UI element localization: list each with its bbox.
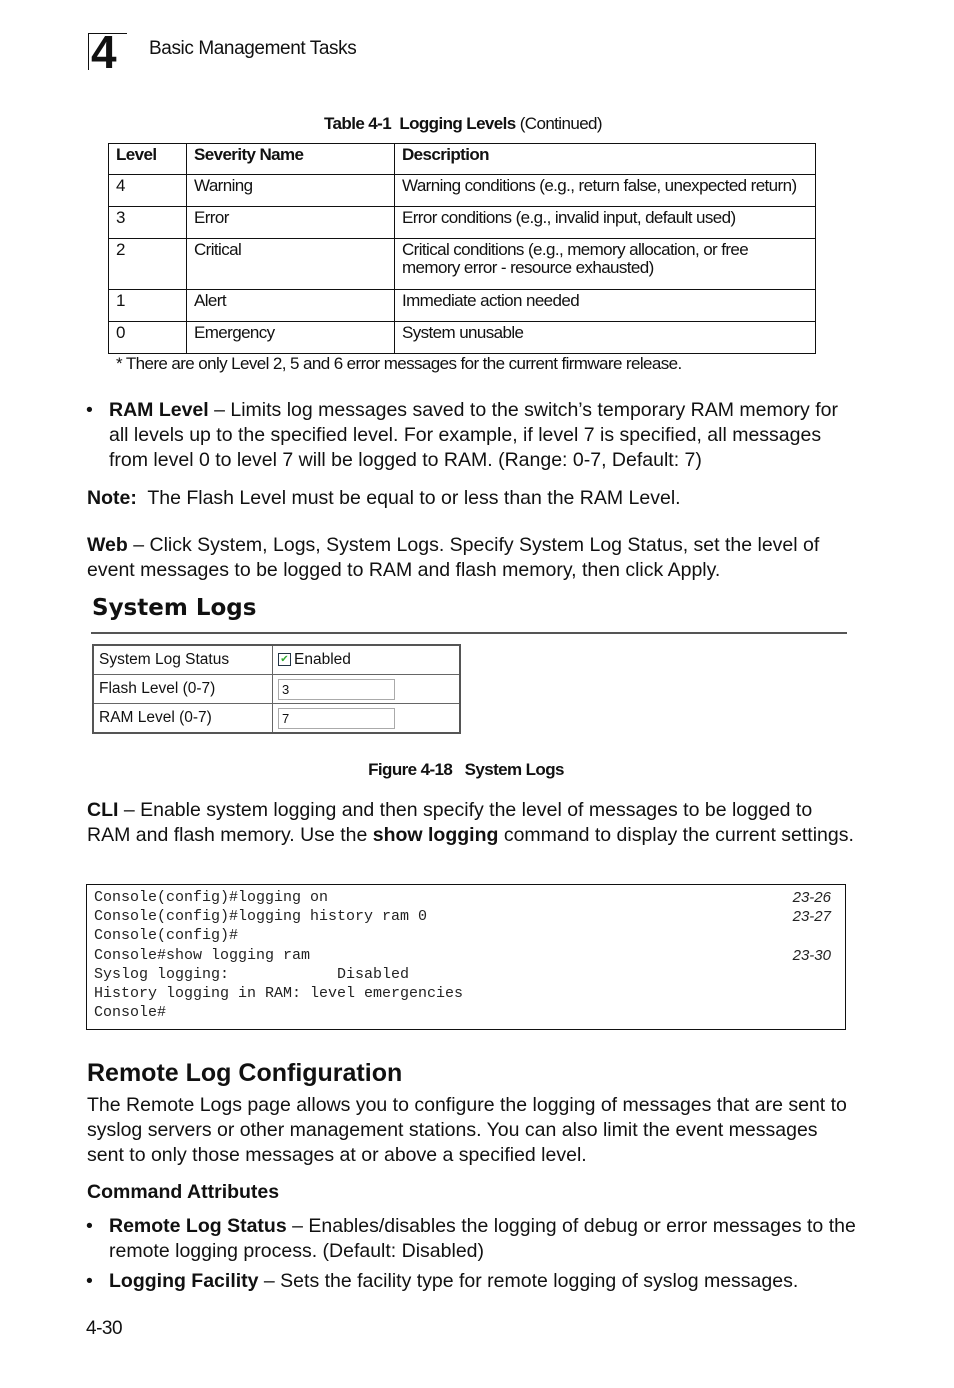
table-caption: Table 4-1 Logging Levels (Continued) xyxy=(324,114,602,133)
enabled-checkbox[interactable]: ✔ xyxy=(278,653,291,666)
table-row: 3 Error Error conditions (e.g., invalid input, default used) xyxy=(109,207,816,239)
system-logs-form xyxy=(92,644,461,734)
status-label: System Log Status xyxy=(93,645,273,675)
section-heading: Remote Log Configuration xyxy=(87,1059,403,1087)
table-footnote: * There are only Level 2, 5 and 6 error messages for the current firmware release. xyxy=(116,354,682,373)
table-row: 0 Emergency System unusable xyxy=(109,322,816,354)
logging-levels-table xyxy=(108,143,816,354)
subheading: Command Attributes xyxy=(87,1181,280,1203)
bullet-icon: • xyxy=(86,1270,93,1292)
cli-paragraph: CLI – Enable system logging and then specify the level of messages to be logged to RAM and flash memory. Use the show logging command to display the current settings. xyxy=(87,799,854,846)
flash-level-label: Flash Level (0-7) xyxy=(93,675,273,704)
running-header: Basic Management Tasks xyxy=(149,38,357,59)
figure-caption: Figure 4-18 System Logs xyxy=(368,760,564,779)
remote-intro: The Remote Logs page allows you to configure the logging of messages that are sent to syslog servers or other management stations. You can also limit the event messages sent to only those messages at or above a specified level. xyxy=(87,1094,847,1166)
ram-level-input[interactable]: 7 xyxy=(278,708,395,729)
code-block: Console(config)#logging on 23-26 Console(config)#logging history ram 0 23-27 Console(config)# Console#show logging ram 23-30 Syslog logging: Disabled History logging in RAM: level emergencies Console# xyxy=(86,884,846,1030)
flash-level-input[interactable]: 3 xyxy=(278,679,395,700)
page-number: 4-30 xyxy=(86,1318,123,1339)
logging-facility-bullet: Logging Facility – Sets the facility type for remote logging of syslog messages. xyxy=(109,1270,799,1292)
bullet-icon: • xyxy=(86,399,93,421)
ram-level-label: RAM Level (0-7) xyxy=(93,704,273,734)
enabled-label: Enabled xyxy=(294,651,351,668)
chapter-number-badge: 4 xyxy=(88,33,128,70)
web-paragraph: Web – Click System, Logs, System Logs. Specify System Log Status, set the level of event messages to be logged to RAM and flash memory, then click Apply. xyxy=(87,534,820,581)
remote-log-status-bullet: Remote Log Status – Enables/disables the logging of debug or error messages to the remote logging process. (Default: Disabled) xyxy=(109,1215,856,1262)
table-header-row: Level Severity Name Description xyxy=(109,144,816,175)
table-row: 4 Warning Warning conditions (e.g., return false, unexpected return) xyxy=(109,175,816,207)
table-row: 2 Critical Critical conditions (e.g., memory allocation, or free memory error - resource exhausted) xyxy=(109,239,816,290)
divider xyxy=(91,632,847,634)
table-row: 1 Alert Immediate action needed xyxy=(109,290,816,322)
note: Note: The Flash Level must be equal to or less than the RAM Level. xyxy=(87,487,681,509)
bullet-icon: • xyxy=(86,1215,93,1237)
ram-level-bullet: RAM Level – Limits log messages saved to the switch’s temporary RAM memory for all levels up to the specified level. For example, if level 7 is specified, all messages from level 0 to level 7 will be logged to RAM. (Range: 0-7, Default: 7) xyxy=(109,399,838,471)
figure-page-title: System Logs xyxy=(92,595,257,621)
